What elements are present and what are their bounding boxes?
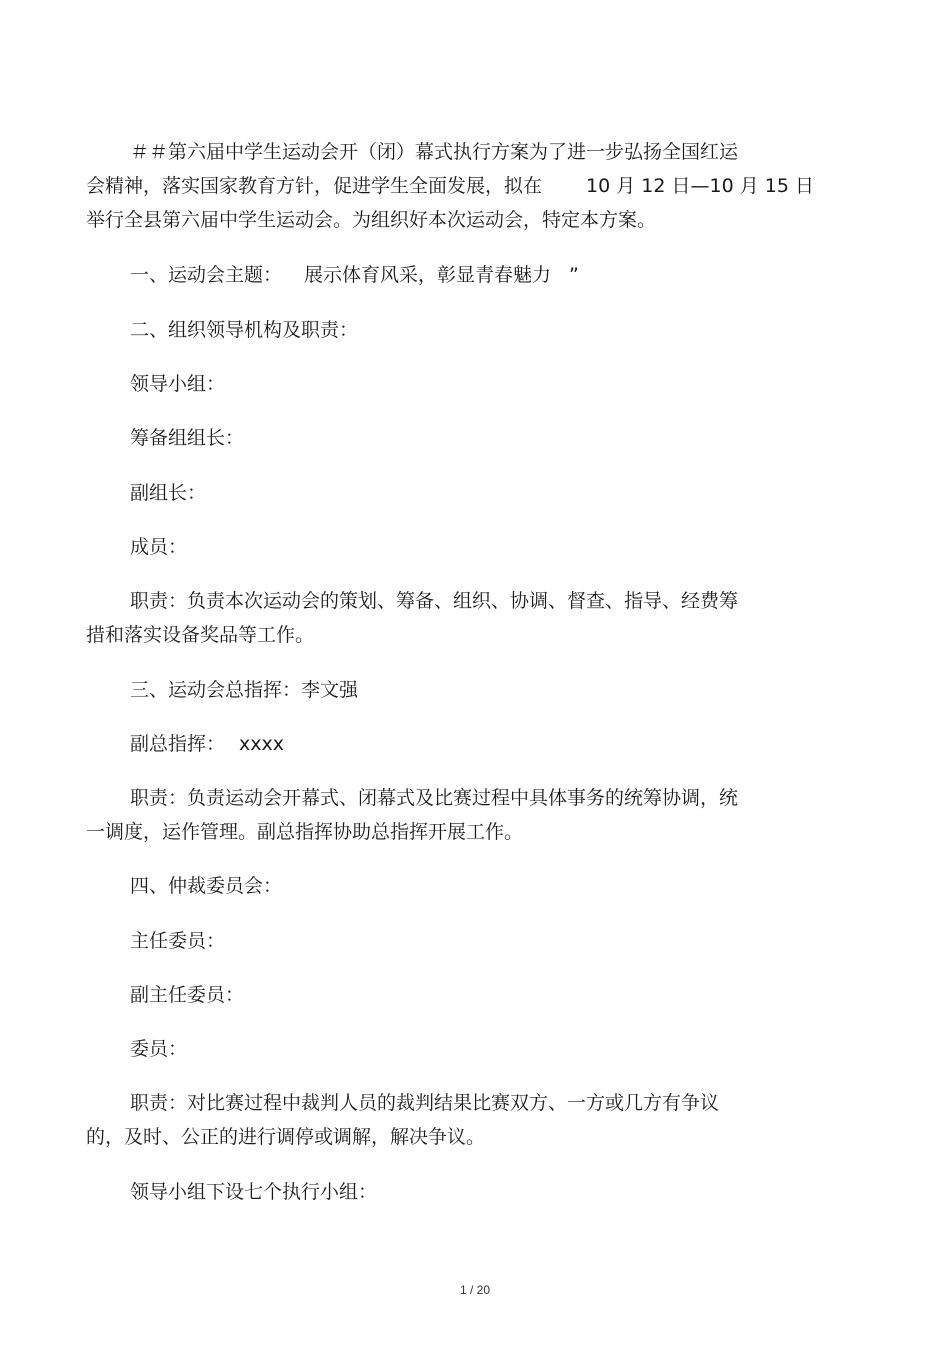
event-dates: 10 月 12 日—10 月 15 日 <box>586 175 814 197</box>
section-4-duty-line-2: 的，及时、公正的进行调停或调解，解决争议。 <box>86 1126 486 1148</box>
vice-leader: 副组长： <box>130 482 207 504</box>
section-4-duty-line-1: 职责：对比赛过程中裁判人员的裁判结果比赛双方、一方或几方有争议 <box>130 1092 720 1114</box>
intro-line-1: ＃＃第六届中学生运动会开（闭）幕式执行方案为了进一步弘扬全国红运 <box>130 141 739 163</box>
section-3-duty-line-1: 职责：负责运动会开幕式、闭幕式及比赛过程中具体事务的统筹协调，统 <box>130 787 739 809</box>
theme-label: 一、运动会主题： <box>130 264 283 286</box>
section-3-heading: 三、运动会总指挥：李文强 <box>130 679 359 701</box>
section-2-heading: 二、组织领导机构及职责： <box>130 319 359 341</box>
intro-line-2 <box>86 174 814 198</box>
section-2-duty-line-2: 措和落实设备奖品等工作。 <box>86 624 315 646</box>
prep-group-leader: 筹备组组长： <box>130 427 245 449</box>
intro-line-2-text: 会精神，落实国家教育方针，促进学生全面发展，拟在 <box>86 175 543 197</box>
intro-line-3: 举行全县第六届中学生运动会。为组织好本次运动会，特定本方案。 <box>86 209 657 231</box>
committee-director: 主任委员： <box>130 930 226 952</box>
section-4-heading: 四、仲裁委员会： <box>130 875 283 897</box>
members: 成员： <box>130 536 188 558</box>
theme-value: 展示体育风采，彰显青春魅力 <box>304 264 552 286</box>
section-theme <box>130 263 579 287</box>
vice-commander-label: 副总指挥： <box>130 733 226 755</box>
vice-commander <box>130 732 284 756</box>
leader-group: 领导小组： <box>130 373 226 395</box>
vice-commander-value: xxxx <box>239 733 284 755</box>
section-2-duty-line-1: 职责：负责本次运动会的策划、筹备、组织、协调、督查、指导、经费筹 <box>130 590 739 612</box>
page-number: 1 / 20 <box>459 1283 491 1297</box>
theme-quote: ” <box>569 264 579 286</box>
committee-vice-director: 副主任委员： <box>130 984 245 1006</box>
section-3-duty-line-2: 一调度，运作管理。副总指挥协助总指挥开展工作。 <box>86 821 524 843</box>
committee-members: 委员： <box>130 1038 188 1060</box>
closing-line: 领导小组下设七个执行小组： <box>130 1181 378 1203</box>
